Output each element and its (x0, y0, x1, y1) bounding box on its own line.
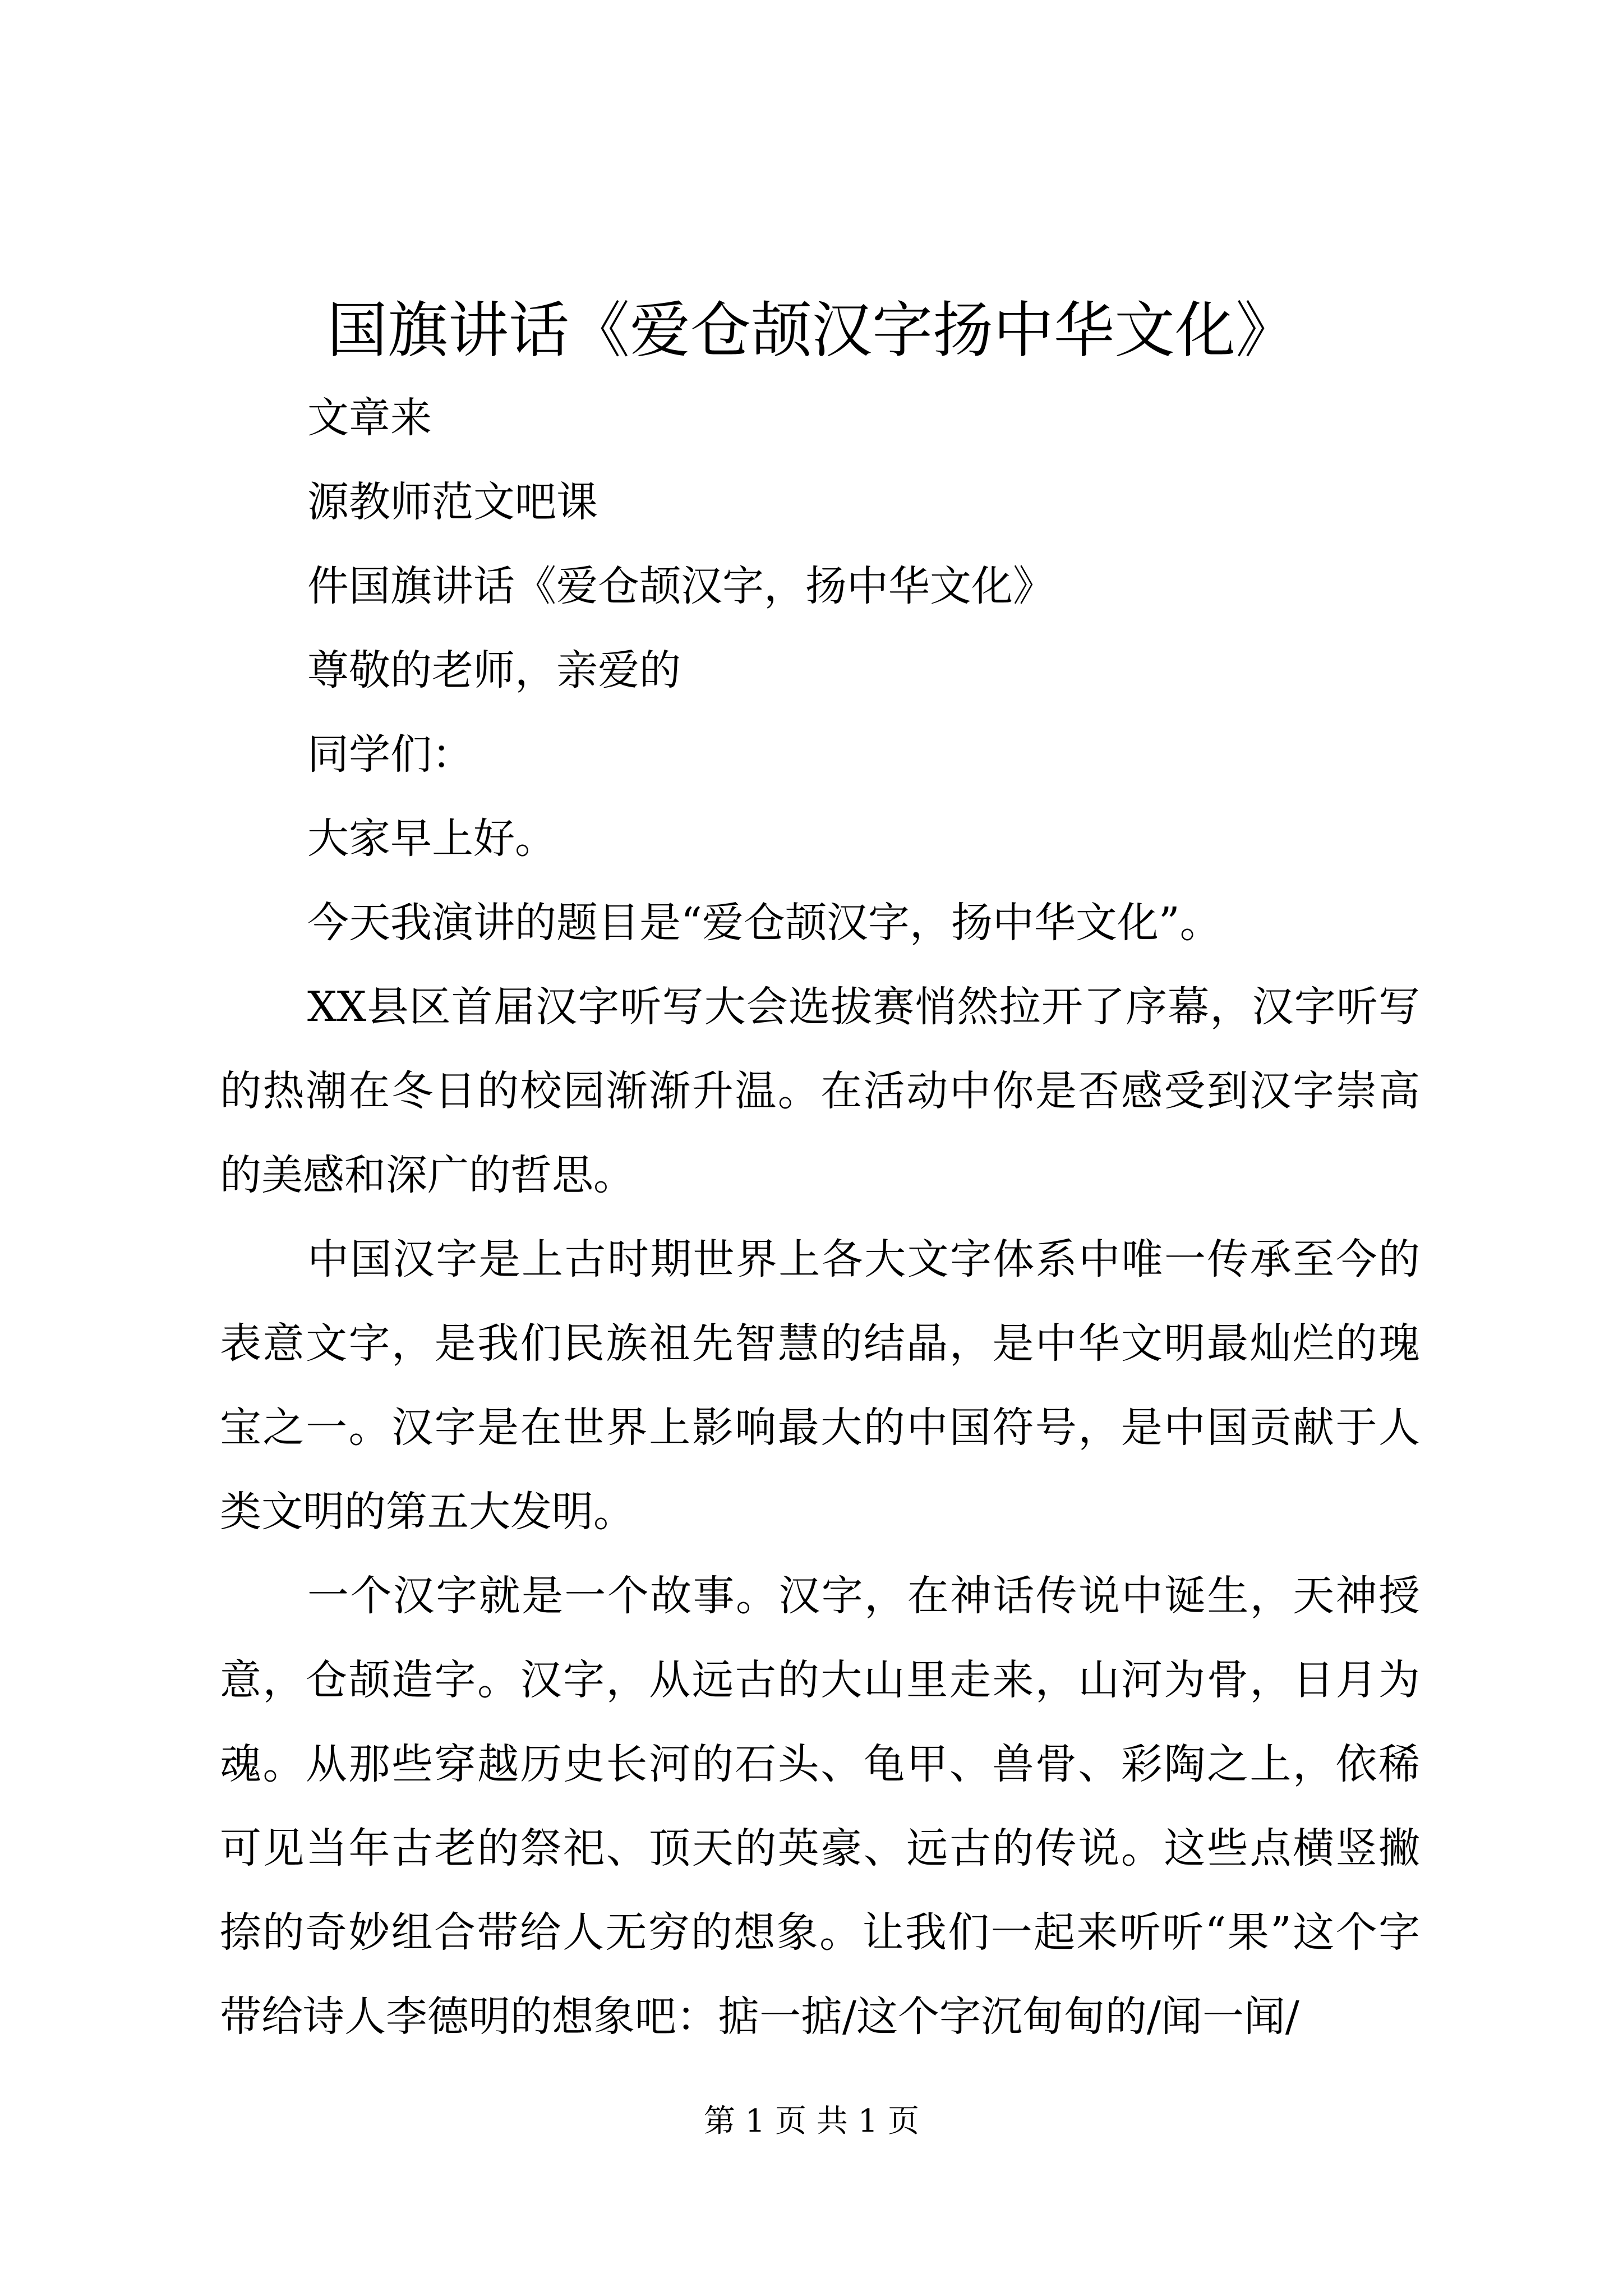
body-paragraph: 中国汉字是上古时期世界上各大文字体系中唯一传承至今的表意文字，是我们民族祖先智慧的结晶，是中华文明最灿烂的瑰宝之一。汉字是在世界上影响最大的中国符号，是中国贡献于人类文明的第五大发明。 (220, 1235, 1420, 1536)
text-line: 大家早上好。 (307, 815, 556, 863)
body-paragraph: 一个汉字就是一个故事。汉字，在神话传说中诞生，天神授意，仓颉造字。汉字，从远古的大山里走来，山河为骨，日月为魂。从那些穿越历史长河的石头、龟甲、兽骨、彩陶之上，依稀可见当年古老的祭祀、顶天的英豪、远古的传说。这些点横竖撇捺的奇妙组合带给人无穷的想象。让我们一起来听听“果”这个字带给诗人李德明的想象吧：掂一掂/这个字沉甸甸的/闻一闻/ (220, 1572, 1420, 2041)
document-title: 国旗讲话《爱仓颉汉字扬中华文化》 (326, 296, 1296, 366)
text-line: 源教师范文吧课 (307, 478, 598, 526)
text-line: 件国旗讲话《爱仓颉汉字，扬中华文化》 (307, 562, 1054, 610)
text-line: 今天我演讲的题目是“爱仓颉汉字，扬中华文化”。 (307, 899, 1221, 947)
text-line: 同学们： (307, 730, 473, 779)
body-paragraph: XX县区首届汉字听写大会选拔赛悄然拉开了序幕，汉字听写的热潮在冬日的校园渐渐升温。在活动中你是否感受到汉字崇高的美感和深广的哲思。 (220, 983, 1420, 1199)
text-line: 文章来 (307, 394, 432, 442)
text-line: 尊敬的老师，亲爱的 (307, 646, 681, 694)
page-footer: 第 1 页 共 1 页 (703, 2103, 920, 2139)
